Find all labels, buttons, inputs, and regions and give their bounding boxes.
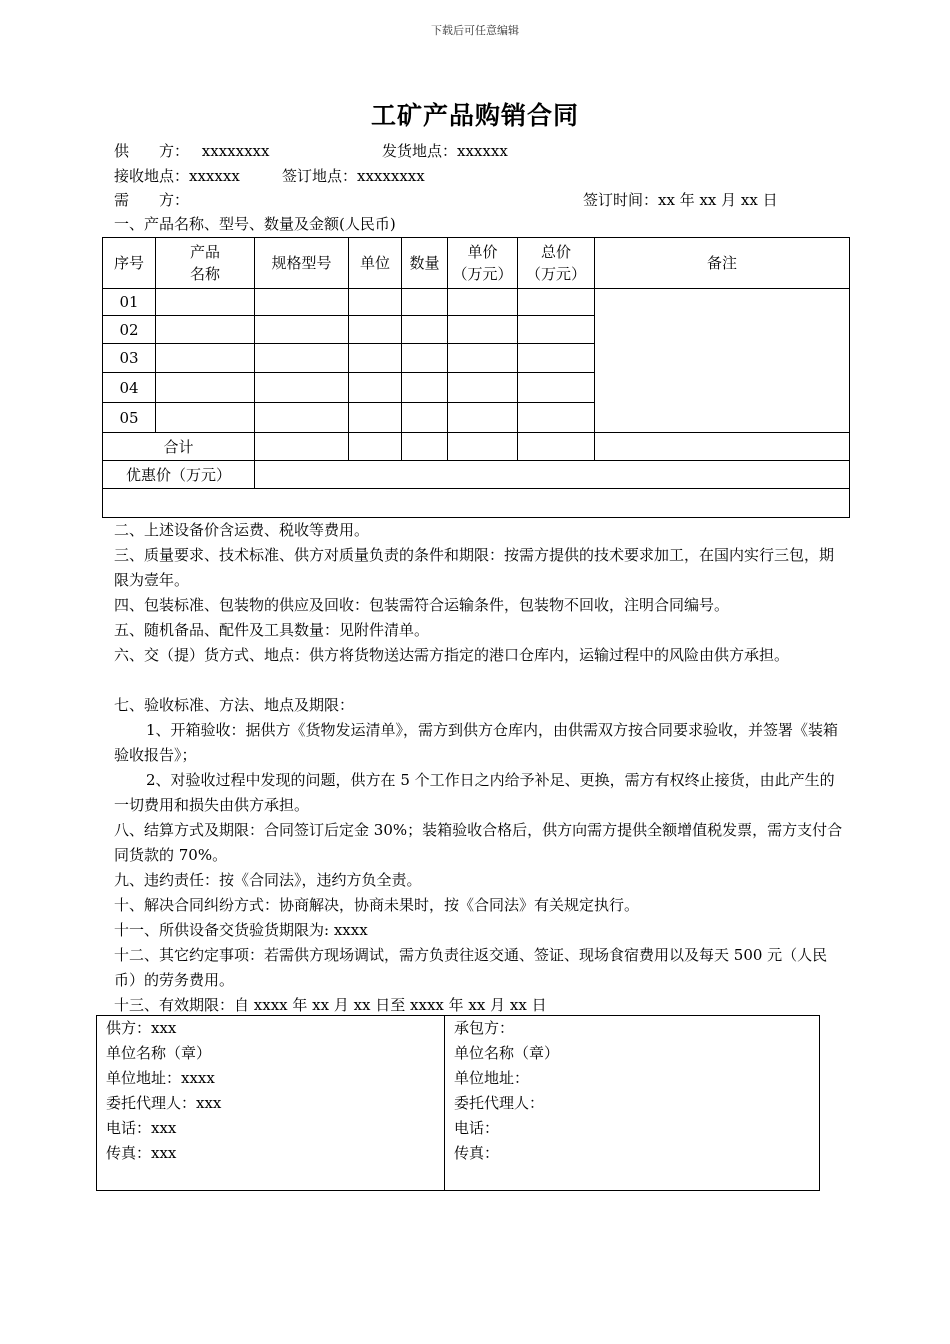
header-remark: 备注 <box>595 238 850 289</box>
supplier-phone: 电话：xxx <box>106 1119 177 1137</box>
blank-row <box>103 489 850 518</box>
supplier-address: 单位地址：xxxx <box>106 1069 215 1087</box>
cell-model <box>255 316 349 344</box>
header-unit: 单位 <box>349 238 402 289</box>
header-seq: 序号 <box>103 238 156 289</box>
ship-place-value: xxxxxx <box>457 142 508 160</box>
header-note: 下载后可任意编辑 <box>431 24 519 37</box>
header-total-price-line2: （万元） <box>525 265 586 283</box>
contractor-agent: 委托代理人： <box>454 1094 545 1112</box>
cell-qty <box>402 316 448 344</box>
cell-qty <box>402 403 448 433</box>
header-unit-price-line2: （万元） <box>452 265 513 283</box>
sum-cell <box>402 433 448 461</box>
sign-place-value: xxxxxxxx <box>357 167 425 185</box>
sum-cell <box>255 433 349 461</box>
clause-8: 八、结算方式及期限：合同签订后定金 30%；装箱验收合格后，供方向需方提供全额增值税发票，需方支付合同货款的 70%。 <box>114 821 843 864</box>
header-product-name <box>156 238 255 289</box>
sum-label: 合计 <box>103 433 255 461</box>
clause-13: 十三、有效期限：自 xxxx 年 xx 月 xx 日至 xxxx 年 xx 月 xx 日 <box>114 996 547 1014</box>
header-unit-price-line1: 单价 <box>467 243 498 261</box>
row-seq: 01 <box>103 289 156 316</box>
supplier-agent: 委托代理人：xxx <box>106 1094 222 1112</box>
cell-name <box>156 289 255 316</box>
clause-9: 九、违约责任：按《合同法》，违约方负全责。 <box>114 871 422 889</box>
cell-unit-price <box>448 289 518 316</box>
supplier-label: 供 方： <box>114 142 190 160</box>
cell-unit <box>349 373 402 403</box>
cell-total-price <box>518 289 595 316</box>
row-seq: 05 <box>103 403 156 433</box>
product-table <box>102 237 850 518</box>
sum-cell <box>595 433 850 461</box>
cell-model <box>255 344 349 373</box>
cell-total-price <box>518 344 595 373</box>
blank-cell <box>103 489 850 518</box>
supplier-fax: 传真：xxx <box>106 1144 177 1162</box>
clause-12: 十二、其它约定事项：若需供方现场调试，需方负责往返交通、签证、现场食宿费用以及每天 500 元（人民币）的劳务费用。 <box>114 946 828 989</box>
cell-unit-price <box>448 373 518 403</box>
cell-unit-price <box>448 403 518 433</box>
sum-row <box>103 433 850 461</box>
sign-place-line <box>282 166 425 186</box>
cell-unit <box>349 403 402 433</box>
cell-model <box>255 373 349 403</box>
discount-value <box>255 461 850 489</box>
table-row <box>103 289 850 316</box>
header-unit-price <box>448 238 518 289</box>
contractor-party: 承包方： <box>454 1019 515 1037</box>
clause-11: 十一、所供设备交货验货期限为: xxxx <box>114 921 368 939</box>
cell-unit <box>349 344 402 373</box>
signature-table <box>96 1015 820 1191</box>
cell-name <box>156 373 255 403</box>
cell-qty <box>402 289 448 316</box>
clause-10: 十、解决合同纠纷方式：协商解决，协商未果时，按《合同法》有关规定执行。 <box>114 896 640 914</box>
clause-7-1: 1、开箱验收：据供方《货物发运清单》，需方到供方仓库内，由供需双方按合同要求验收，并签署《装箱验收报告》； <box>114 721 839 764</box>
cell-qty <box>402 373 448 403</box>
table-header-row <box>103 238 850 289</box>
sign-place-label: 签订地点： <box>282 167 358 185</box>
supplier-value: xxxxxxxx <box>201 142 270 160</box>
header-total-price <box>518 238 595 289</box>
ship-place-line <box>382 141 508 161</box>
cell-unit-price <box>448 344 518 373</box>
header-model: 规格型号 <box>255 238 349 289</box>
cell-total-price <box>518 373 595 403</box>
contractor-phone: 电话： <box>454 1119 500 1137</box>
cell-total-price <box>518 403 595 433</box>
sum-cell <box>518 433 595 461</box>
clause-4: 四、包装标准、包装物的供应及回收：包装需符合运输条件，包装物不回收，注明合同编号。 <box>114 596 730 614</box>
discount-label: 优惠价（万元） <box>103 461 255 489</box>
cell-model <box>255 403 349 433</box>
page-title: 工矿产品购销合同 <box>370 101 579 130</box>
supplier-party: 供方：xxx <box>106 1019 177 1037</box>
receive-place-label: 接收地点： <box>114 167 190 185</box>
clause-6: 六、交（提）货方式、地点：供方将货物送达需方指定的港口仓库内，运输过程中的风险由供方承担。 <box>114 646 790 664</box>
section-1-heading: 一、产品名称、型号、数量及金额(人民币) <box>114 215 396 233</box>
clause-2: 二、上述设备价含运费、税收等费用。 <box>114 521 370 539</box>
header-qty: 数量 <box>402 238 448 289</box>
row-seq: 03 <box>103 344 156 373</box>
sum-cell <box>349 433 402 461</box>
contractor-unit-name: 单位名称（章） <box>454 1044 560 1062</box>
row-seq: 02 <box>103 316 156 344</box>
header-total-price-line1: 总价 <box>540 243 571 261</box>
sum-cell <box>448 433 518 461</box>
supplier-sign-block <box>97 1016 445 1191</box>
header-product-name-line1: 产品 <box>189 243 220 261</box>
buyer-label: 需 方： <box>114 191 190 209</box>
cell-qty <box>402 344 448 373</box>
cell-unit <box>349 316 402 344</box>
receive-place-line <box>114 166 240 186</box>
cell-total-price <box>518 316 595 344</box>
cell-name <box>156 344 255 373</box>
contractor-address: 单位地址： <box>454 1069 530 1087</box>
contractor-fax: 传真： <box>454 1144 500 1162</box>
cell-remark <box>595 289 850 433</box>
supplier-unit-name: 单位名称（章） <box>106 1044 212 1062</box>
receive-place-value: xxxxxx <box>189 167 240 185</box>
cell-name <box>156 403 255 433</box>
cell-model <box>255 289 349 316</box>
cell-unit <box>349 289 402 316</box>
clause-7-2: 2、对验收过程中发现的问题，供方在 5 个工作日之内给予补足、更换，需方有权终止接货，由此产生的一切费用和损失由供方承担。 <box>114 771 835 814</box>
clause-5: 五、随机备品、配件及工具数量：见附件清单。 <box>114 621 430 639</box>
header-product-name-line2: 名称 <box>189 265 220 283</box>
ship-place-label: 发货地点： <box>382 142 458 160</box>
clause-7: 七、验收标准、方法、地点及期限： <box>114 696 355 714</box>
supplier-line <box>114 141 269 161</box>
clause-3: 三、质量要求、技术标准、供方对质量负责的条件和期限：按需方提供的技术要求加工，在国内实行三包，期限为壹年。 <box>114 546 835 589</box>
sign-time: 签订时间：xx 年 xx 月 xx 日 <box>583 191 778 209</box>
cell-name <box>156 316 255 344</box>
row-seq: 04 <box>103 373 156 403</box>
discount-row <box>103 461 850 489</box>
cell-unit-price <box>448 316 518 344</box>
contractor-sign-block <box>445 1016 820 1191</box>
